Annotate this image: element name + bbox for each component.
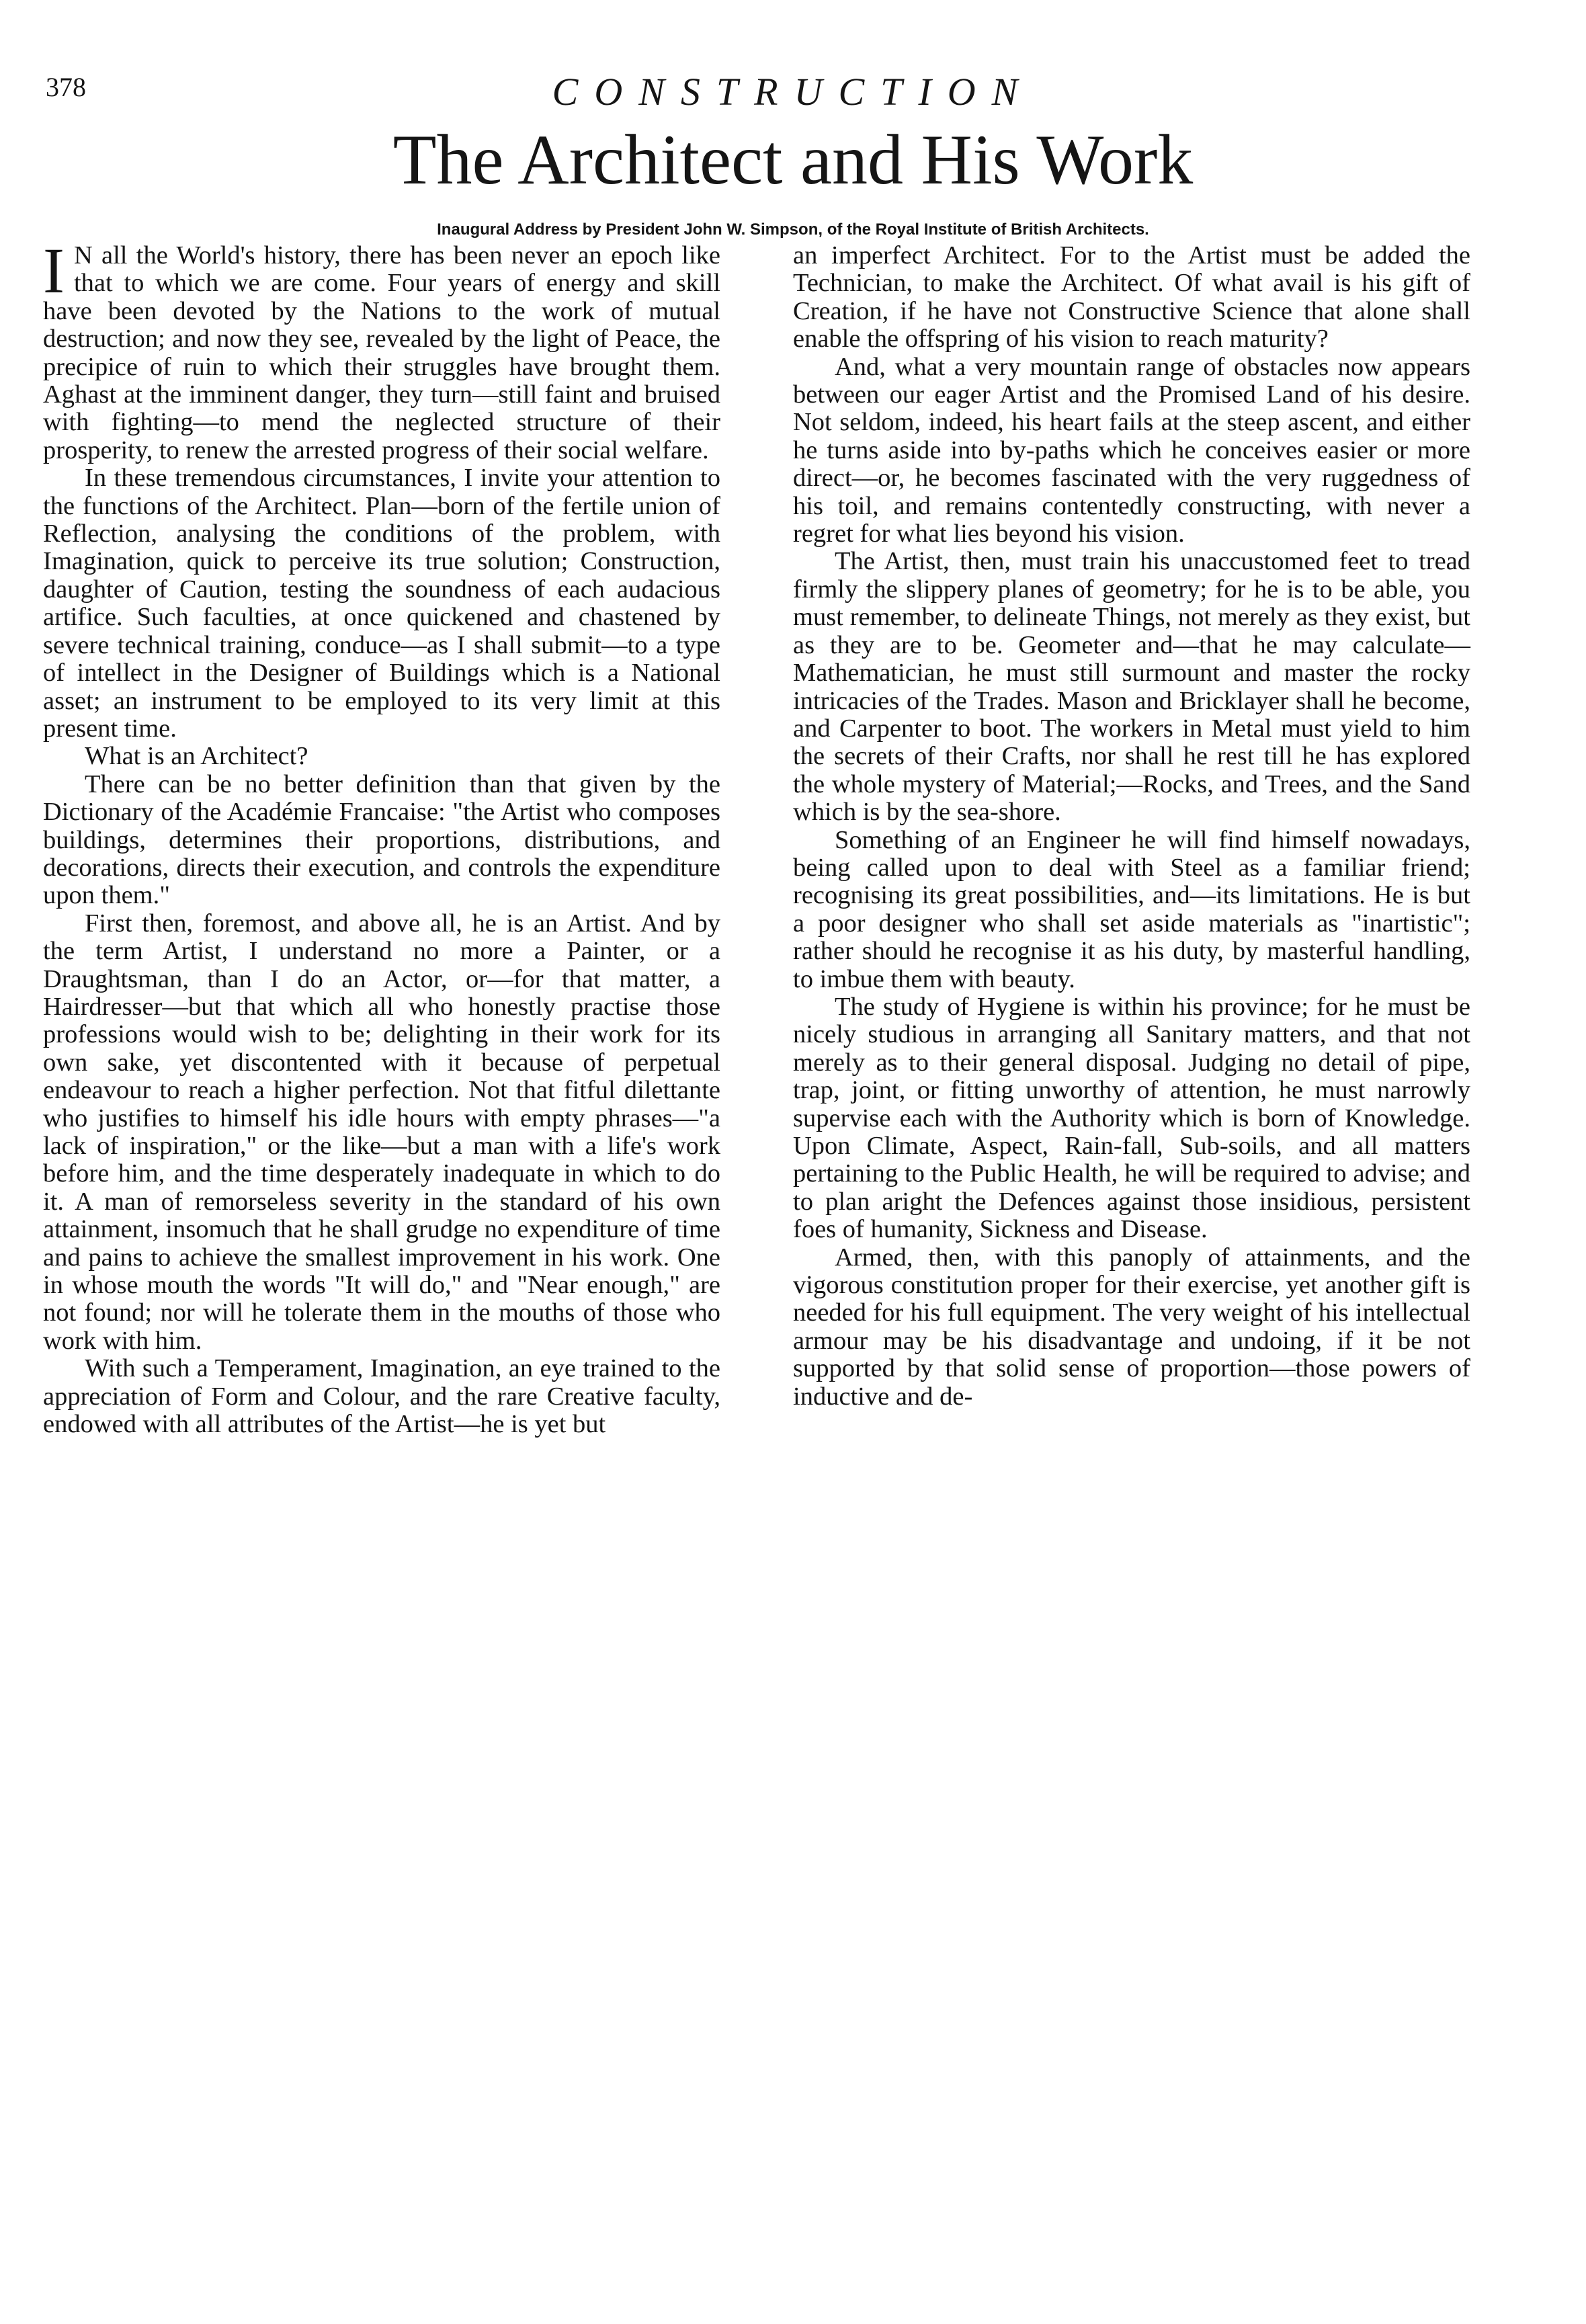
article-subtitle: Inaugural Address by President John W. Simpson, of the Royal Institute of British Architects. (437, 220, 1149, 239)
article-title: The Architect and His Work (392, 120, 1194, 199)
running-head: CONSTRUCTION (552, 70, 1034, 114)
paragraph: In these tremendous circumstances, I invite your attention to the functions of the Architect. Plan—born of the fertile union of Reflection, analysing the conditions of the problem, with Imagination, quick to perceive its true solution; Construction, daughter of Caution, testing the soundness of each audacious artifice. Such faculties, at once quickened and chastened by severe technical training, conduce—as I shall submit—to a type of intellect in the Designer of Buildings which is a National asset; an instrument to be employed to its very limit at this present time. (43, 464, 720, 743)
paragraph: First then, foremost, and above all, he is an Artist. And by the term Artist, I understand no more a Painter, or a Draughtsman, than I do an Actor, or—for that matter, a Hairdresser—but that which all who honestly practise those professions would wish to be; delighting in their work for its own sake, yet discontented with it because of perpetual endeavour to reach a higher perfection. Not that fitful dilettante who justifies to himself his idle hours with empty phrases—"a lack of inspiration," or the like—but a man with a life's work before him, and the time desperately inadequate in which to do it. A man of remorseless severity in the standard of his own attainment, insomuch that he shall grudge no expenditure of time and pains to achieve the smallest improvement in his work. One in whose mouth the words "It will do," and "Near enough," are not found; nor will he tolerate them in the mouths of those who work with him. (43, 909, 720, 1355)
right-column (793, 242, 1470, 1411)
paragraph (43, 235, 720, 464)
paragraph-text: N all the World's history, there has been never an epoch like that to which we are come. Four years of energy and skill have been devoted by the Nations to the work of mutual destruction; and now they see, revealed by the light of Peace, the precipice of ruin to which their struggles have brought them. Aghast at the imminent danger, they turn—still faint and bruised with fighting—to mend the neglected structure of their prosperity, to renew the arrested progress of their social welfare. (43, 241, 720, 464)
paragraph: With such a Temperament, Imagination, an eye trained to the appreciation of Form and Colour, and the rare Creative faculty, endowed with all attributes of the Artist—he is yet but (43, 1354, 720, 1439)
paragraph: What is an Architect? (85, 742, 308, 771)
paragraph: And, what a very mountain range of obstacles now appears between our eager Artist and the Promised Land of his desire. Not seldom, indeed, his heart fails at the steep ascent, and either he turns aside into by-paths which he conceives easier or more direct—or, he becomes fascinated with the very ruggedness of his toil, and remains contentedly constructing, with never a regret for what lies beyond his vision. (793, 352, 1470, 548)
paragraph: Something of an Engineer he will find himself nowadays, being called upon to deal with Steel as a familiar friend; recognising its great possibilities, and—its limitations. He is but a poor designer who shall set aside materials as "inartistic"; rather should he recognise it as his duty, by masterful handling, to imbue them with beauty. (793, 825, 1470, 993)
left-column (43, 235, 720, 1439)
page-number: 378 (46, 72, 86, 102)
paragraph: Armed, then, with this panoply of attainments, and the vigorous constitution proper for their exercise, yet another gift is needed for his full equipment. The very weight of his intellectual armour may be his disadvantage and undoing, if it be not supported by that solid sense of proportion—those powers of inductive and de- (793, 1243, 1470, 1411)
paragraph: The study of Hygiene is within his province; for he must be nicely studious in arranging all Sanitary matters, and that not merely as to their general disposal. Judging no detail of pipe, trap, joint, or fitting unworthy of attention, he must narrowly supervise each with the Authority which is born of Knowledge. Upon Climate, Aspect, Rain-fall, Sub-soils, and all matters pertaining to the Public Health, he will be required to advise; and to plan aright the Defences against those insidious, persistent foes of humanity, Sickness and Disease. (793, 992, 1470, 1244)
paragraph: an imperfect Architect. For to the Artist must be added the Technician, to make the Architect. Of what avail is his gift of Creation, if he have not Constructive Science that alone shall enable the offspring of his vision to reach maturity? (793, 241, 1470, 354)
drop-cap: I (43, 235, 65, 306)
paragraph: There can be no better definition than that given by the Dictionary of the Académie Francaise: "the Artist who composes buildings, determines their proportions, distributions, and decorations, directs their execution, and controls the expenditure upon them." (43, 770, 720, 910)
paragraph: The Artist, then, must train his unaccustomed feet to tread firmly the slippery planes of geometry; for he is to be able, you must remember, to delineate Things, not merely as they exist, but as they are to be. Geometer and—that he may calculate—Mathematician, he must still surmount and master the rocky intricacies of the Trades. Mason and Bricklayer shall he become, and Carpenter to boot. The workers in Metal must yield to him the secrets of their Crafts, nor shall he rest till he has explored the whole mystery of Material;—Rocks, and Trees, and the Sand which is by the sea-shore. (793, 547, 1470, 827)
